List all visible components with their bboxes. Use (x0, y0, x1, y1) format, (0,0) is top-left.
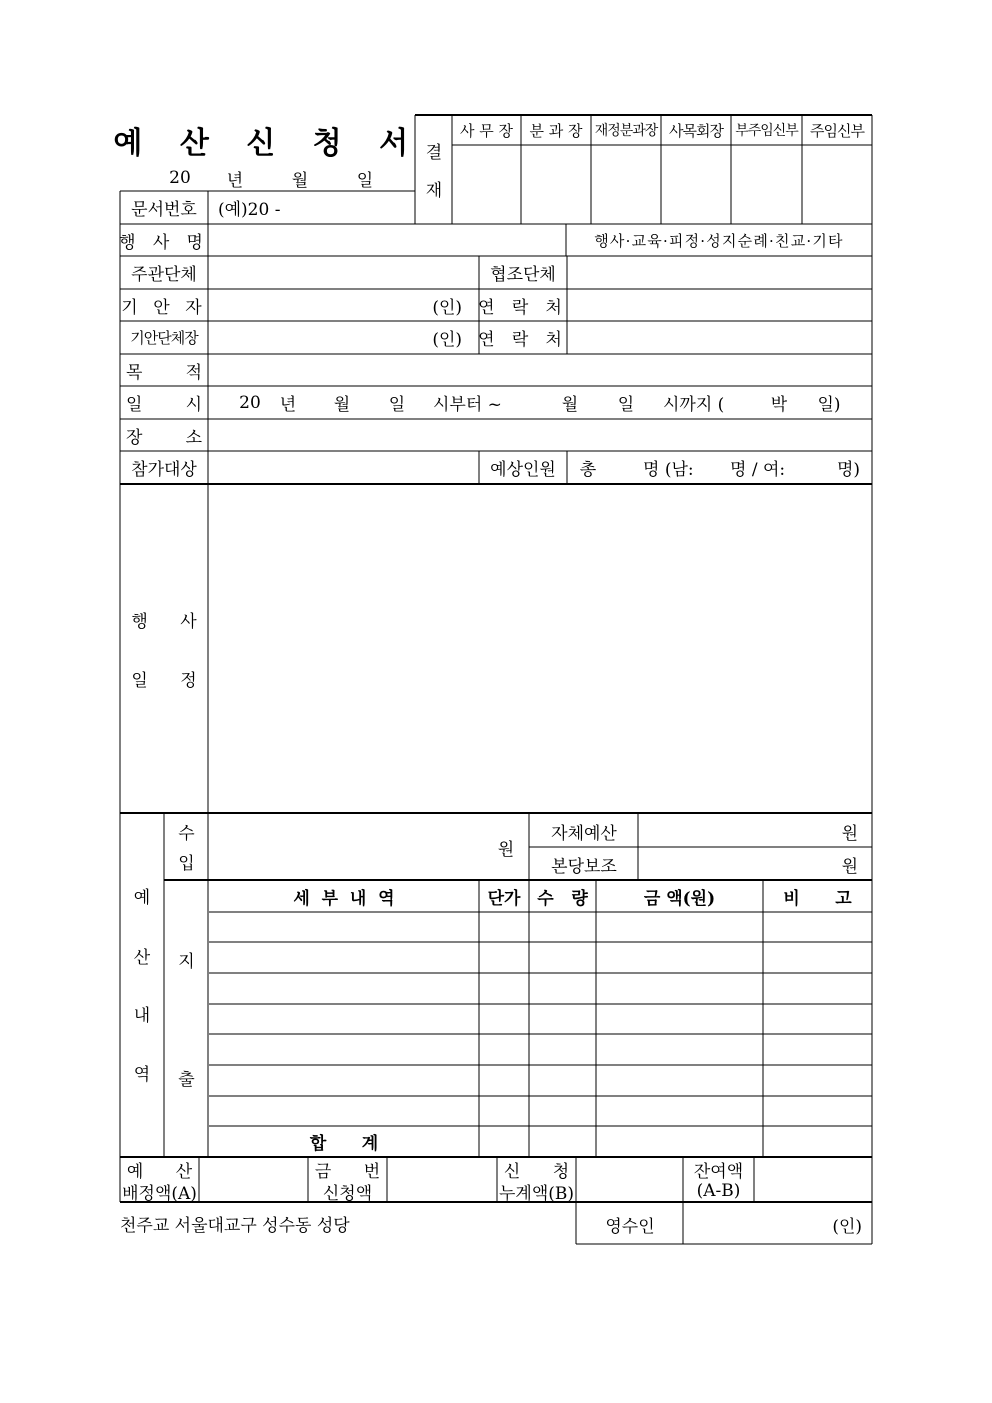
approval-role-finance-head: 재정분과장 (594, 123, 658, 139)
place-label: 장 소 (125, 427, 203, 448)
date-month-label: 월 (291, 170, 309, 191)
expected-count-label: 예상인원 (490, 460, 556, 480)
datetime-day: 일 (388, 395, 406, 415)
datetime-end-day: 일 (617, 395, 635, 415)
expense-char-2: 출 (178, 1069, 195, 1090)
doc-no-value[interactable]: (예)20 - (218, 199, 281, 220)
event-type-options[interactable]: 행사·교육·피정·성지순례·친교·기타 (594, 231, 844, 250)
income-unit: 원 (497, 839, 515, 860)
approval-role-pastor: 주임신부 (810, 121, 864, 140)
approval-role-section-head: 분 과 장 (529, 121, 583, 140)
coop-label: 협조단체 (490, 265, 556, 285)
datetime-end-month: 월 (561, 395, 579, 415)
request-line2: 신청액 (322, 1183, 373, 1204)
expected-female: 명 / 여: (730, 460, 786, 480)
approval-label-bottom: 재 (425, 180, 443, 201)
parish-support-unit: 원 (841, 856, 858, 877)
receipt-seal: (인) (832, 1216, 862, 1237)
issuer-name: 천주교 서울대교구 성수동 성당 (120, 1215, 350, 1236)
host-label: 주관단체 (131, 265, 197, 285)
col-note-header: 비 고 (783, 889, 852, 909)
cumulative-line2: 누계액(B) (498, 1183, 575, 1204)
datetime-until: 시까지 ( (663, 395, 725, 415)
approval-role-pastoral-chair: 사목회장 (669, 121, 723, 140)
datetime-nights: 박 (770, 395, 788, 415)
approval-role-assistant-priest: 부주임신부 (735, 123, 798, 139)
schedule-label-bottom: 일 정 (131, 670, 197, 691)
schedule-label-top: 행 사 (131, 611, 197, 632)
col-detail-header: 세 부 내 역 (293, 889, 395, 909)
date-year-label: 년 (226, 170, 244, 191)
income-char-1: 수 (178, 823, 195, 844)
group-head-contact-label: 연 락 처 (478, 330, 568, 350)
group-head-seal: (인) (432, 330, 462, 350)
request-line1: 금 번 (314, 1161, 381, 1182)
datetime-label: 일 시 (125, 395, 203, 415)
income-char-2: 입 (178, 853, 195, 874)
expected-male: 명 (남: (643, 460, 694, 480)
self-budget-label: 자체예산 (551, 823, 617, 844)
budget-char-3: 내 (133, 1005, 151, 1026)
approval-role-secretary: 사 무 장 (459, 121, 513, 140)
datetime-month: 월 (333, 395, 351, 415)
cumulative-line1: 신 청 (503, 1161, 570, 1182)
balance-line2: (A-B) (696, 1181, 741, 1201)
datetime-year: 년 (279, 395, 297, 415)
doc-no-label: 문서번호 (131, 199, 197, 220)
budget-char-1: 예 (133, 887, 151, 908)
balance-line1: 잔여액 (693, 1161, 744, 1182)
allocated-line1: 예 산 (126, 1161, 193, 1182)
drafter-label: 기 안 자 (121, 297, 207, 318)
expected-end: 명) (836, 460, 860, 480)
receipt-label: 영수인 (605, 1216, 655, 1237)
expense-char-1: 지 (178, 951, 195, 972)
purpose-label: 목 적 (125, 362, 203, 383)
total-label: 합 계 (309, 1133, 379, 1154)
page-title: 예 산 신 청 서 (113, 126, 422, 161)
date-year-prefix: 20 (169, 168, 191, 188)
datetime-days: 일) (817, 395, 841, 415)
event-name-label: 행 사 명 (119, 232, 209, 253)
col-amount-header: 금 액(원) (643, 889, 716, 909)
allocated-line2: 배정액(A) (122, 1183, 197, 1204)
budget-char-2: 산 (133, 947, 151, 968)
participants-label: 참가대상 (131, 460, 197, 480)
parish-support-label: 본당보조 (551, 856, 617, 877)
datetime-year-prefix: 20 (239, 392, 261, 413)
col-unit-price-header: 단가 (487, 889, 521, 909)
drafter-contact-label: 연 락 처 (478, 297, 568, 318)
col-quantity-header: 수 량 (537, 889, 588, 909)
group-head-label: 기안단체장 (130, 329, 198, 347)
expected-total: 총 (579, 460, 597, 480)
budget-char-4: 역 (133, 1064, 151, 1085)
datetime-from: 시부터 ~ (433, 395, 502, 415)
approval-label-top: 결 (425, 142, 443, 163)
drafter-seal: (인) (432, 297, 462, 318)
self-budget-unit: 원 (841, 823, 858, 844)
date-day-label: 일 (356, 170, 374, 191)
